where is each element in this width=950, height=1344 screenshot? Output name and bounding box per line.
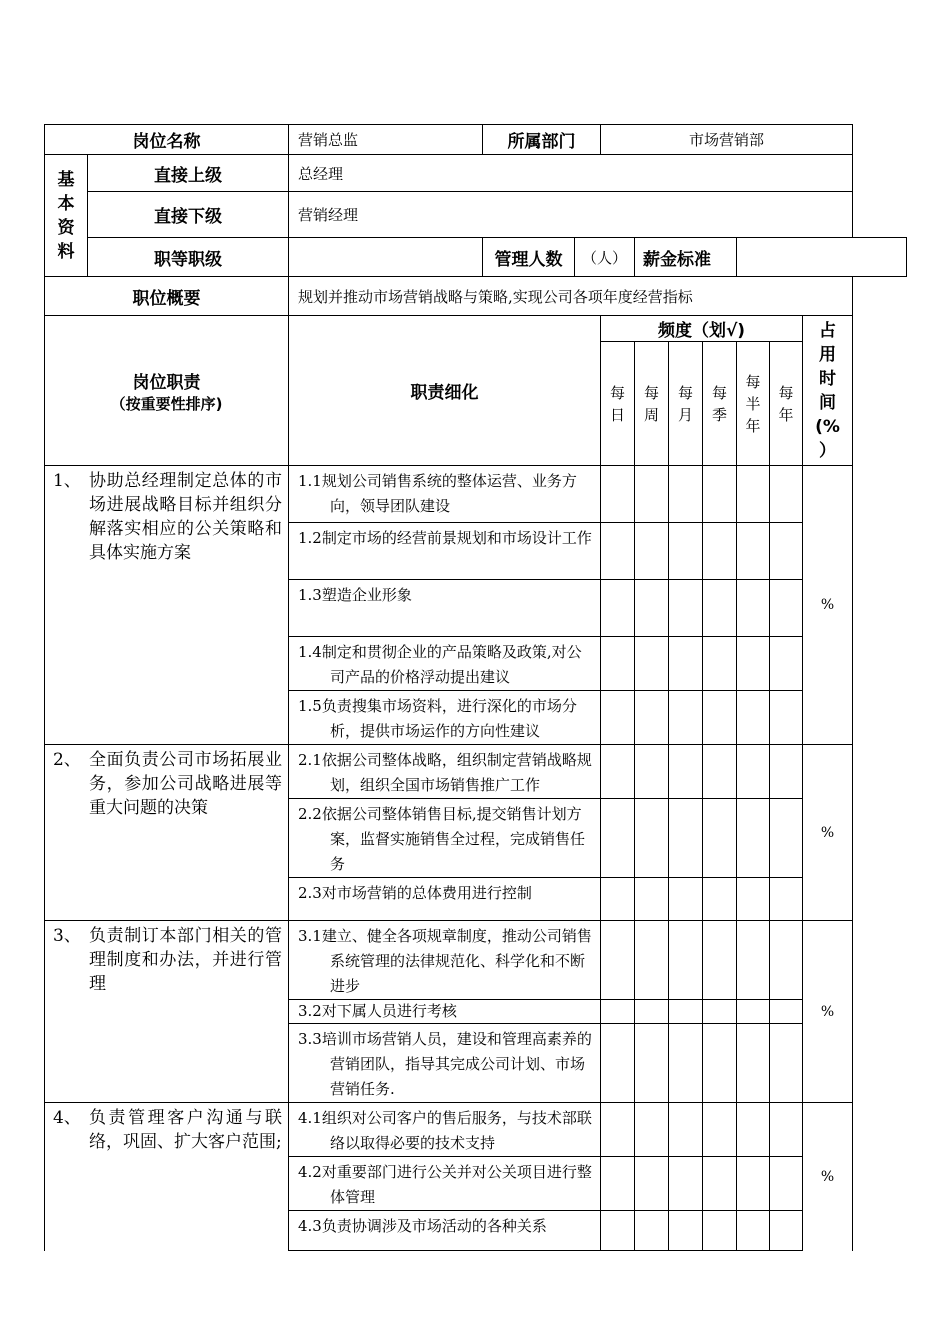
freq-cell[interactable]: [770, 466, 803, 523]
freq-cell[interactable]: [669, 466, 703, 523]
freq-cell[interactable]: [669, 1157, 703, 1211]
time-share-char: ）: [819, 440, 837, 461]
freq-cell[interactable]: [601, 637, 635, 691]
freq-cell[interactable]: [737, 1024, 770, 1103]
detail-2-1: 2.1依据公司整体战略，组织制定营销战略规划，组织全国市场销售推广工作: [289, 745, 601, 799]
duty-text: 负责制订本部门相关的管理制度和办法，并进行管理: [89, 926, 282, 994]
detail-1-3: 1.3塑造企业形象: [289, 580, 601, 637]
position-name-value: 营销总监: [289, 125, 483, 155]
freq-cell[interactable]: [601, 1000, 635, 1024]
freq-cell[interactable]: [737, 878, 770, 921]
freq-cell[interactable]: [770, 921, 803, 1000]
duty-2: [45, 745, 289, 921]
detail-2-3: 2.3对市场营销的总体费用进行控制: [289, 878, 601, 921]
duty-text: 全面负责公司市场拓展业务，参加公司战略进展等重大问题的决策: [89, 750, 282, 818]
freq-cell[interactable]: [770, 637, 803, 691]
freq-cell[interactable]: [703, 1000, 737, 1024]
salary-label: 薪金标准: [635, 238, 737, 277]
freq-cell[interactable]: [635, 1024, 669, 1103]
time-share-char: 间: [819, 392, 837, 413]
duty-1: [45, 466, 289, 745]
freq-cell[interactable]: [601, 1024, 635, 1103]
freq-cell[interactable]: [669, 799, 703, 878]
duty-1-percent[interactable]: %: [803, 466, 853, 745]
duty-number: 2、: [53, 750, 81, 770]
freq-cell[interactable]: [669, 878, 703, 921]
freq-cell[interactable]: [669, 745, 703, 799]
freq-cell[interactable]: [703, 691, 737, 745]
basic-info-label: [45, 155, 88, 277]
freq-cell[interactable]: [703, 637, 737, 691]
basic-info-char: 资: [57, 217, 75, 238]
duties-header: [45, 316, 289, 466]
freq-cell[interactable]: [737, 1000, 770, 1024]
freq-cell[interactable]: [737, 580, 770, 637]
freq-cell[interactable]: [770, 799, 803, 878]
freq-cell[interactable]: [770, 1211, 803, 1251]
superior-label: 直接上级: [88, 155, 289, 192]
freq-cell[interactable]: [601, 878, 635, 921]
detail-2-2: 2.2依据公司整体销售目标,提交销售计划方案，监督实施销售全过程，完成销售任务: [289, 799, 601, 878]
freq-cell[interactable]: [669, 1024, 703, 1103]
duty-number: 4、: [53, 1108, 81, 1128]
freq-cell[interactable]: [669, 637, 703, 691]
freq-cell[interactable]: [601, 523, 635, 580]
freq-cell[interactable]: [669, 921, 703, 1000]
freq-cell[interactable]: [669, 691, 703, 745]
detail-4-1: 4.1组织对公司客户的售后服务，与技术部联络以取得必要的技术支持: [289, 1103, 601, 1157]
freq-cell[interactable]: [669, 580, 703, 637]
freq-cell[interactable]: [703, 799, 737, 878]
freq-cell[interactable]: [703, 1211, 737, 1251]
freq-cell[interactable]: [601, 691, 635, 745]
time-share-label: [803, 316, 853, 466]
details-label: 职责细化: [289, 316, 601, 466]
freq-cell[interactable]: [635, 745, 669, 799]
basic-info-char: 料: [57, 241, 75, 262]
freq-cell[interactable]: [635, 637, 669, 691]
freq-cell[interactable]: [669, 523, 703, 580]
freq-cell[interactable]: [669, 1000, 703, 1024]
freq-cell[interactable]: [601, 745, 635, 799]
freq-cell[interactable]: [737, 691, 770, 745]
freq-cell[interactable]: [703, 1024, 737, 1103]
freq-cell[interactable]: [703, 1157, 737, 1211]
freq-cell[interactable]: [601, 1157, 635, 1211]
frequency-label: 频度（划√): [601, 316, 803, 342]
freq-cell[interactable]: [703, 745, 737, 799]
managed-count-unit: （人）: [575, 238, 635, 277]
duty-2-percent[interactable]: %: [803, 745, 853, 921]
duty-text: 负责管理客户沟通与联络，巩固、扩大客户范围;: [89, 1108, 282, 1152]
freq-cell[interactable]: [635, 1157, 669, 1211]
freq-weekly: 每 周: [635, 342, 669, 466]
freq-cell[interactable]: [737, 637, 770, 691]
freq-cell[interactable]: [770, 1157, 803, 1211]
freq-cell[interactable]: [737, 1157, 770, 1211]
duty-4: [45, 1103, 289, 1251]
freq-cell[interactable]: [601, 1211, 635, 1251]
duty-text: 协助总经理制定总体的市场进展战略目标并组织分解落实相应的公关策略和具体实施方案: [89, 471, 282, 563]
detail-4-2: 4.2对重要部门进行公关并对公关项目进行整体管理: [289, 1157, 601, 1211]
summary-value: 规划并推动市场营销战略与策略,实现公司各项年度经营指标: [289, 277, 853, 316]
superior-value: 总经理: [289, 155, 853, 192]
time-share-char: 时: [819, 368, 837, 389]
detail-1-2: 1.2制定市场的经营前景规划和市场设计工作: [289, 523, 601, 580]
freq-cell[interactable]: [737, 1211, 770, 1251]
department-value: 市场营销部: [601, 125, 853, 155]
time-share-char: 用: [819, 344, 837, 365]
freq-cell[interactable]: [635, 1211, 669, 1251]
freq-cell[interactable]: [635, 799, 669, 878]
freq-cell[interactable]: [703, 466, 737, 523]
freq-cell[interactable]: [635, 1000, 669, 1024]
freq-cell[interactable]: [635, 878, 669, 921]
freq-daily: 每 日: [601, 342, 635, 466]
duty-number: 1、: [53, 471, 81, 491]
freq-cell[interactable]: [770, 1000, 803, 1024]
subordinate-label: 直接下级: [88, 192, 289, 238]
freq-cell[interactable]: [703, 1103, 737, 1157]
freq-cell[interactable]: [770, 878, 803, 921]
freq-cell[interactable]: [703, 580, 737, 637]
freq-cell[interactable]: [669, 1211, 703, 1251]
freq-cell[interactable]: [669, 1103, 703, 1157]
duty-3: [45, 921, 289, 1103]
basic-info-char: 基: [57, 169, 75, 190]
freq-cell[interactable]: [737, 1103, 770, 1157]
freq-cell[interactable]: [737, 799, 770, 878]
freq-cell[interactable]: [737, 921, 770, 1000]
position-name-label: 岗位名称: [45, 125, 289, 155]
detail-1-1: 1.1规划公司销售系统的整体运营、业务方向，领导团队建设: [289, 466, 601, 523]
grade-label: 职等职级: [88, 238, 289, 277]
freq-cell[interactable]: [770, 691, 803, 745]
time-share-char: (%: [815, 416, 840, 437]
duty-number: 3、: [53, 926, 81, 946]
department-label: 所属部门: [483, 125, 601, 155]
freq-yearly: 每 年: [770, 342, 803, 466]
subordinate-value: 营销经理: [289, 192, 853, 238]
freq-cell[interactable]: [601, 799, 635, 878]
job-description-table: [44, 124, 907, 1251]
duties-label: 岗位职责: [132, 372, 201, 393]
duty-3-percent[interactable]: %: [803, 921, 853, 1103]
duty-4-percent[interactable]: %: [803, 1103, 853, 1251]
freq-cell[interactable]: [601, 1103, 635, 1157]
grade-value: [289, 238, 483, 277]
freq-cell[interactable]: [635, 466, 669, 523]
freq-cell[interactable]: [770, 1024, 803, 1103]
detail-3-2: 3.2对下属人员进行考核: [289, 1000, 601, 1024]
freq-cell[interactable]: [703, 523, 737, 580]
freq-monthly: 每 月: [669, 342, 703, 466]
basic-info-char: 本: [57, 193, 75, 214]
freq-cell[interactable]: [737, 466, 770, 523]
freq-cell[interactable]: [770, 580, 803, 637]
freq-cell[interactable]: [635, 691, 669, 745]
freq-cell[interactable]: [770, 523, 803, 580]
detail-4-3: 4.3负责协调涉及市场活动的各种关系: [289, 1211, 601, 1251]
freq-cell[interactable]: [703, 921, 737, 1000]
summary-label: 职位概要: [45, 277, 289, 316]
duties-note: （按重要性排序): [110, 394, 223, 413]
freq-quarterly: 每 季: [703, 342, 737, 466]
freq-cell[interactable]: [635, 1103, 669, 1157]
freq-cell[interactable]: [635, 523, 669, 580]
freq-cell[interactable]: [770, 745, 803, 799]
freq-cell[interactable]: [601, 921, 635, 1000]
freq-cell[interactable]: [737, 523, 770, 580]
freq-cell[interactable]: [635, 580, 669, 637]
detail-1-4: 1.4制定和贯彻企业的产品策略及政策,对公司产品的价格浮动提出建议: [289, 637, 601, 691]
detail-1-5: 1.5负责搜集市场资料，进行深化的市场分析，提供市场运作的方向性建议: [289, 691, 601, 745]
freq-cell[interactable]: [601, 466, 635, 523]
managed-count-label: 管理人数: [483, 238, 575, 277]
salary-value: [737, 238, 907, 277]
freq-cell[interactable]: [770, 1103, 803, 1157]
freq-cell[interactable]: [635, 921, 669, 1000]
freq-cell[interactable]: [601, 580, 635, 637]
time-share-char: 占: [819, 320, 837, 341]
freq-cell[interactable]: [737, 745, 770, 799]
detail-3-3: 3.3培训市场营销人员，建设和管理高素养的营销团队，指导其完成公司计划、市场营销任务.: [289, 1024, 601, 1103]
freq-cell[interactable]: [703, 878, 737, 921]
freq-half-yearly: 每 半 年: [737, 342, 770, 466]
detail-3-1: 3.1建立、健全各项规章制度，推动公司销售系统管理的法律规范化、科学化和不断进步: [289, 921, 601, 1000]
